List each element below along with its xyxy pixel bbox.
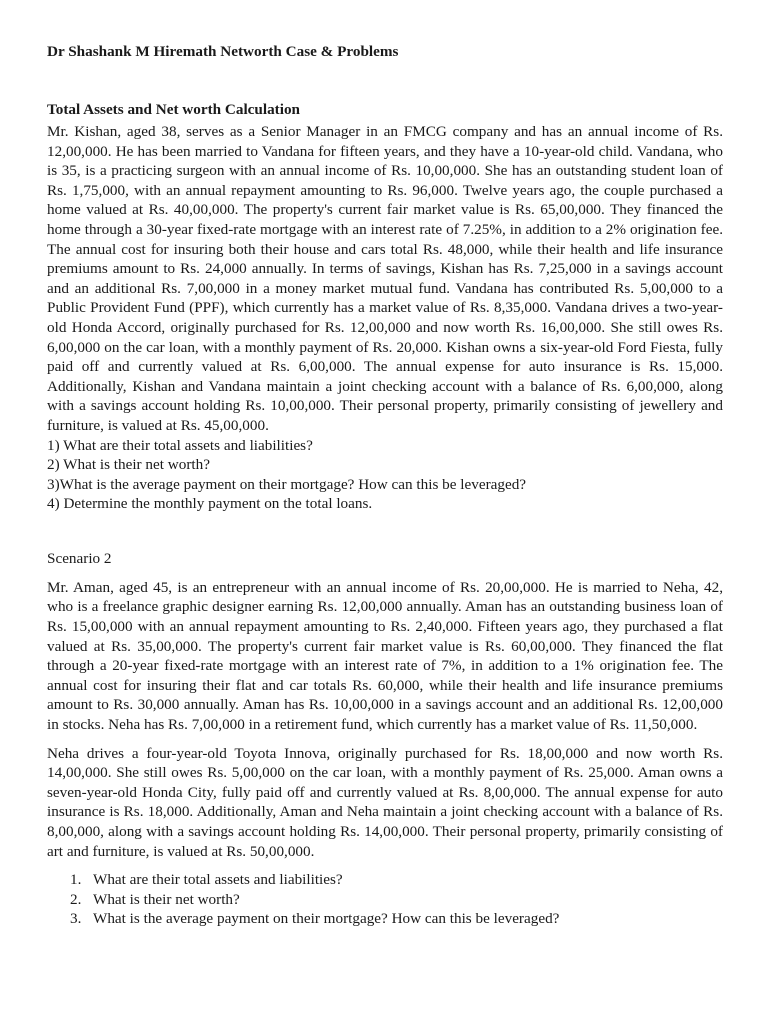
question-item — [47, 870, 723, 890]
question-number: 2. — [70, 890, 82, 908]
document-page — [47, 42, 723, 929]
question-list — [47, 436, 723, 514]
case-paragraph: Mr. Aman, aged 45, is an entrepreneur with an annual income of Rs. 20,00,000. He is married to Neha, 42, who is a freelance graphic designer earning Rs. 12,00,000 annually. Aman has an outstanding business loan of Rs. 15,00,000 with an annual repayment amounting to Rs. 2,40,000. Fifteen years ago, they purchased a flat valued at Rs. 35,00,000. The property's current fair market value is Rs. 60,00,000. They financed the flat through a 20-year fixed-rate mortgage with an interest rate of 7%, in addition to a 1% origination fee. The annual cost for insuring their flat and car totals Rs. 60,000, while their health and life insurance premiums amount to Rs. 30,000 annually. Aman has Rs. 10,00,000 in a savings account and an additional Rs. 12,00,000 in stocks. Neha has Rs. 7,00,000 in a retirement fund, which currently has a market value of Rs. 11,50,000. — [47, 578, 723, 734]
case-paragraph: Neha drives a four-year-old Toyota Innova, originally purchased for Rs. 18,00,000 and now worth Rs. 14,00,000. She still owes Rs. 5,00,000 on the car loan, with a monthly payment of Rs. 25,000. Aman owns a seven-year-old Honda City, fully paid off and currently valued at Rs. 8,00,000. The annual expense for auto insurance is Rs. 18,000. Additionally, Aman and Neha maintain a joint checking account with a balance of Rs. 8,00,000, along with a savings account holding Rs. 14,00,000. Their personal property, primarily consisting of art and furniture, is valued at Rs. 50,00,000. — [47, 744, 723, 860]
question-item: 1) What are their total assets and liabilities? — [47, 436, 313, 454]
document-title: Dr Shashank M Hiremath Networth Case & Problems — [47, 43, 399, 60]
question-item: 3)What is the average payment on their mortgage? How can this be leveraged? — [47, 475, 527, 493]
section-scenario-2 — [47, 549, 723, 929]
question-item: 2) What is their net worth? — [47, 456, 210, 474]
section-kishan — [47, 100, 723, 514]
question-item — [47, 909, 723, 929]
section-heading: Total Assets and Net worth Calculation — [47, 101, 301, 118]
question-text: What is the average payment on their mortgage? How can this be leveraged? — [93, 910, 560, 928]
question-text: What is their net worth? — [93, 890, 240, 908]
case-paragraph: Mr. Kishan, aged 38, serves as a Senior Manager in an FMCG company and has an annual income of Rs. 12,00,000. He has been married to Vandana for fifteen years, and they have a 10-year-old child. Vandana, who is 35, is a practicing surgeon with an annual income of Rs. 10,00,000. She has an outstanding student loan of Rs. 1,75,000, with an annual repayment amounting to Rs. 96,000. Twelve years ago, the couple purchased a home valued at Rs. 40,00,000. The property's current fair market value is Rs. 65,00,000. They financed the home through a 30-year fixed-rate mortgage with an interest rate of 7.25%, in addition to a 2% origination fee. The annual cost for insuring both their house and cars total Rs. 48,000, while their health and life insurance premiums amount to Rs. 24,000 annually. In terms of savings, Kishan has Rs. 7,25,000 in a savings account and an additional Rs. 7,00,000 in a money market mutual fund. Vandana has contributed Rs. 5,00,000 to a Public Provident Fund (PPF), which currently has a market value of Rs. 8,35,000. Vandana drives a two-year-old Honda Accord, originally purchased for Rs. 12,00,000 and now worth Rs. 16,00,000. She still owes Rs. 6,00,000 on the car loan, with a monthly payment of Rs. 20,000. Kishan owns a six-year-old Ford Fiesta, fully paid off and currently valued at Rs. 6,00,000. The annual expense for auto insurance is Rs. 15,000. Additionally, Kishan and Vandana maintain a joint checking account with a balance of Rs. 6,00,000, along with a savings account holding Rs. 10,00,000. Their personal property, primarily consisting of jewellery and furniture, is valued at Rs. 45,00,000. — [47, 123, 723, 434]
question-number: 1. — [70, 871, 82, 889]
question-item — [47, 890, 723, 910]
question-list — [47, 870, 723, 929]
question-text: What are their total assets and liabilities? — [93, 871, 343, 889]
scenario-label: Scenario 2 — [47, 549, 112, 567]
question-number: 3. — [70, 910, 82, 928]
question-item: 4) Determine the monthly payment on the total loans. — [47, 495, 373, 513]
